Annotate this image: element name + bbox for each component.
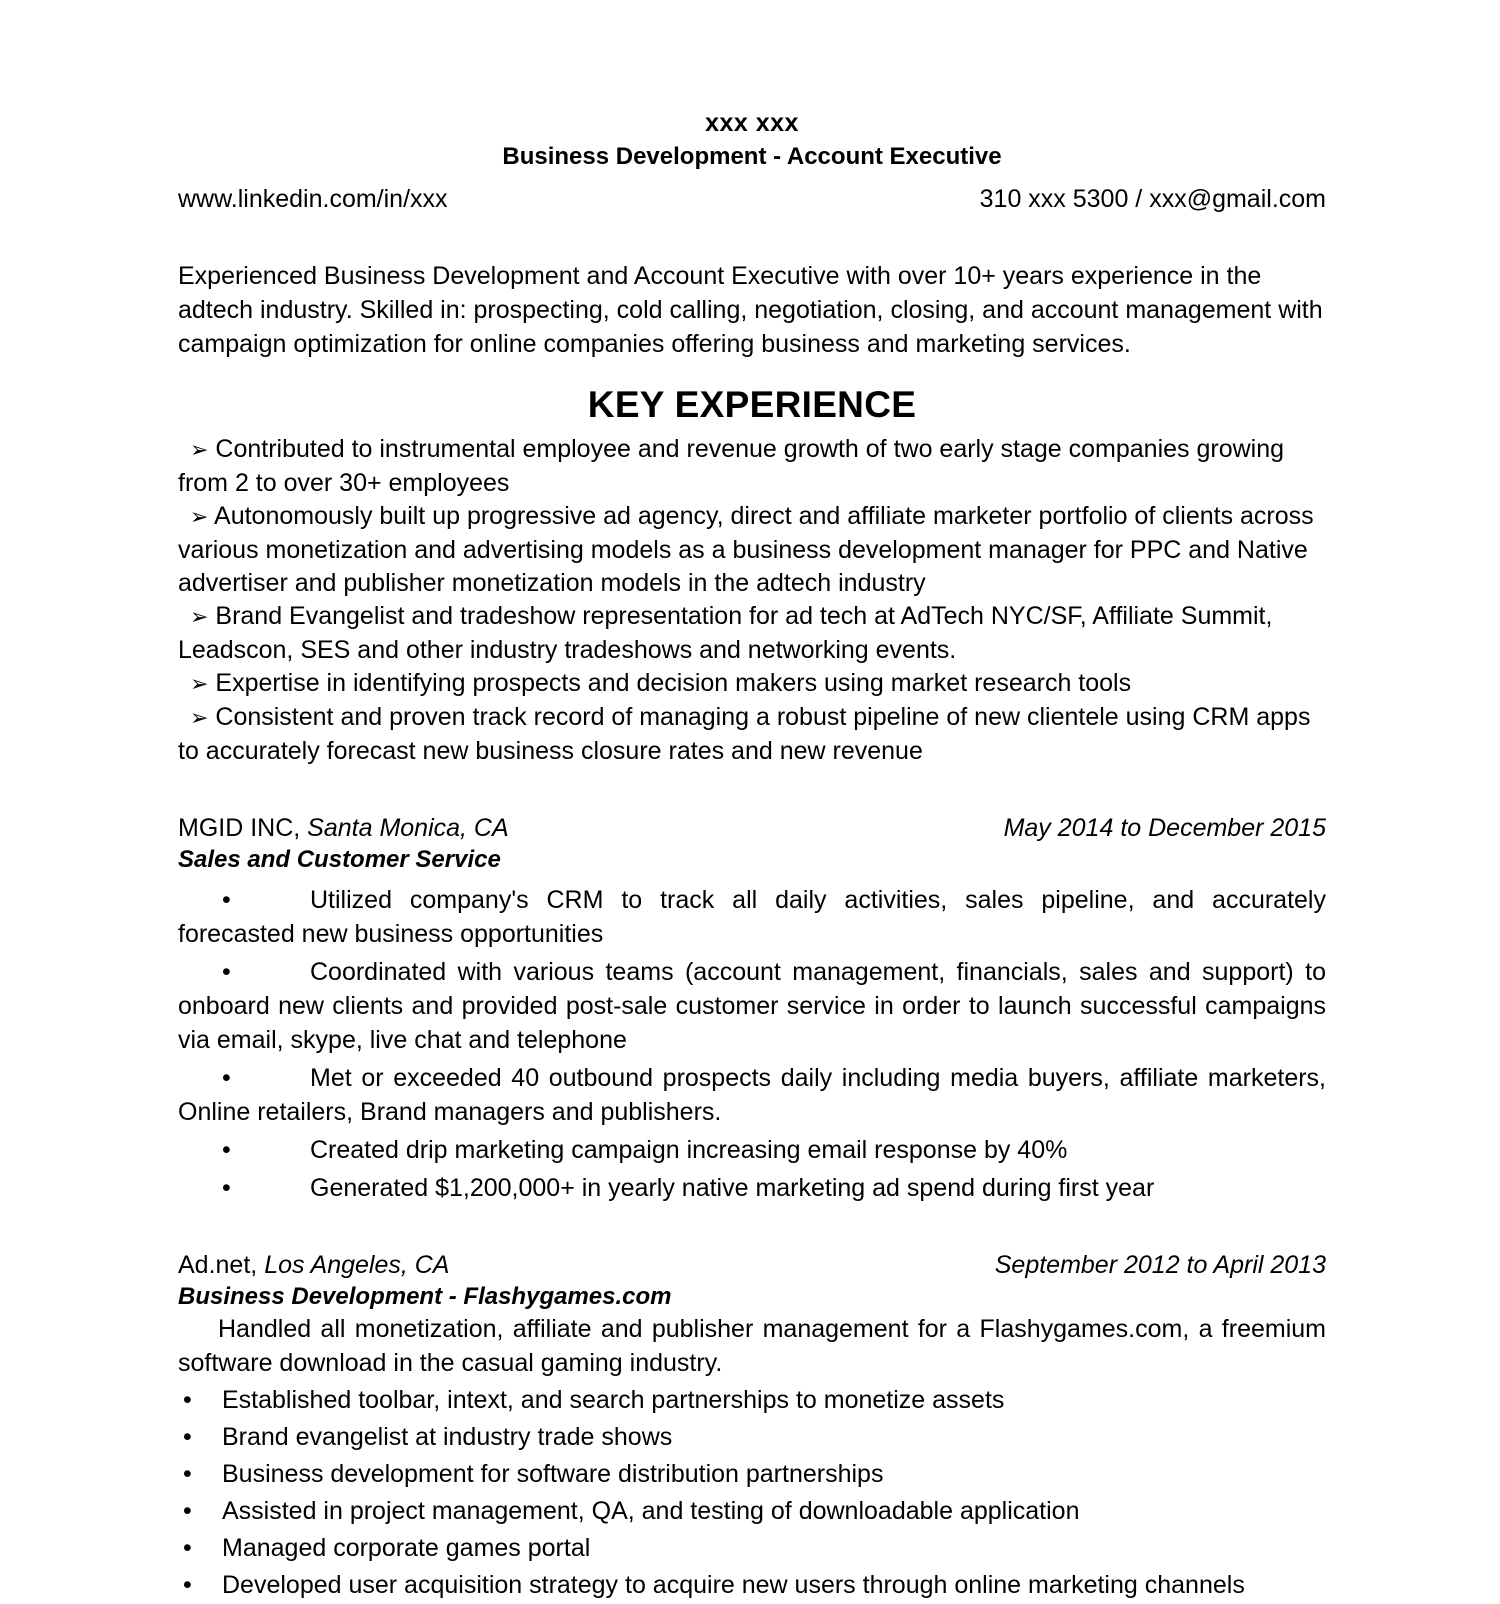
- candidate-subtitle: Business Development - Account Executive: [502, 143, 1002, 170]
- section-heading-key-experience: KEY EXPERIENCE: [587, 384, 917, 425]
- key-experience-item: [178, 701, 1326, 768]
- job-location: Los Angeles, CA: [264, 1251, 450, 1279]
- arrow-bullet-icon: ➢: [190, 706, 209, 731]
- job-company: [178, 1249, 449, 1281]
- job-bullet-list: [178, 1382, 1326, 1604]
- professional-summary: Experienced Business Development and Account Executive with over 10+ years experience in the adtech industry. Skilled in: prospecting, cold calling, negotiation, closing, and account management with campaign optimization for online companies offering business and marketing services.: [178, 262, 1323, 358]
- job-bullet: • Created drip marketing campaign increasing email response by 40%: [178, 1133, 1326, 1167]
- job-bullet: • Coordinated with various teams (account management, financials, sales and support) to onboard new clients and provided post-sale customer service in order to launch successful campaigns via email, skype, live chat and telephone: [178, 955, 1326, 1057]
- job-bullet: • Business development for software distribution partnerships: [178, 1456, 1326, 1493]
- job-bullet-list: [178, 883, 1326, 1205]
- job-bullet: • Brand evangelist at industry trade shows: [178, 1419, 1326, 1456]
- job-entry: [178, 812, 1326, 1205]
- job-location: Santa Monica, CA: [307, 814, 509, 842]
- job-title: Sales and Customer Service: [178, 846, 501, 873]
- job-company: [178, 812, 509, 844]
- job-company-name: Ad.net,: [178, 1251, 258, 1279]
- phone-and-email[interactable]: 310 xxx 5300 / xxx@gmail.com: [979, 185, 1326, 213]
- arrow-bullet-icon: ➢: [190, 438, 209, 463]
- key-experience-text: Consistent and proven track record of managing a robust pipeline of new clientele using CRM apps to accurately forecast new business closure rates and new revenue: [178, 703, 1311, 765]
- job-header-row: [178, 812, 1326, 844]
- key-experience-item: [178, 433, 1326, 500]
- key-experience-text: Brand Evangelist and tradeshow representation for ad tech at AdTech NYC/SF, Affiliate Summit, Leadscon, SES and other industry tradeshows and networking events.: [178, 602, 1273, 664]
- key-experience-item: [178, 500, 1326, 600]
- arrow-bullet-icon: ➢: [190, 672, 209, 697]
- candidate-name: xxx xxx: [705, 109, 799, 137]
- key-experience-text: Contributed to instrumental employee and revenue growth of two early stage companies growing from 2 to over 30+ employees: [178, 435, 1285, 497]
- linkedin-url[interactable]: www.linkedin.com/in/xxx: [178, 185, 448, 213]
- job-bullet: • Established toolbar, intext, and search partnerships to monetize assets: [178, 1382, 1326, 1419]
- job-dates: September 2012 to April 2013: [994, 1251, 1326, 1279]
- key-experience-text: Autonomously built up progressive ad agency, direct and affiliate marketer portfolio of clients across various monetization and advertising models as a business development manager for PPC and Native advertiser and publisher monetization models in the adtech industry: [178, 502, 1314, 597]
- job-bullet: • Met or exceeded 40 outbound prospects daily including media buyers, affiliate marketers, Online retailers, Brand managers and publishers.: [178, 1061, 1326, 1129]
- arrow-bullet-icon: ➢: [190, 605, 209, 630]
- job-header-row: [178, 1249, 1326, 1281]
- job-bullet: • Managed corporate games portal: [178, 1530, 1326, 1567]
- resume-content: [178, 0, 1326, 1604]
- key-experience-item: [178, 600, 1326, 667]
- arrow-bullet-icon: ➢: [190, 505, 209, 530]
- job-entry: [178, 1249, 1326, 1604]
- key-experience-item: [178, 667, 1326, 701]
- job-company-name: MGID INC,: [178, 814, 301, 842]
- job-intro-paragraph: Handled all monetization, affiliate and publisher management for a Flashygames.com, a freemium software download in the casual gaming industry.: [178, 1315, 1326, 1377]
- job-bullet: • Utilized company's CRM to track all daily activities, sales pipeline, and accurately forecasted new business opportunities: [178, 883, 1326, 951]
- job-title: Business Development - Flashygames.com: [178, 1283, 672, 1310]
- job-bullet: • Developed user acquisition strategy to acquire new users through online marketing channels: [178, 1567, 1326, 1604]
- job-bullet: • Generated $1,200,000+ in yearly native marketing ad spend during first year: [178, 1171, 1326, 1205]
- job-dates: May 2014 to December 2015: [1003, 814, 1326, 842]
- key-experience-text: Expertise in identifying prospects and decision makers using market research tools: [215, 669, 1132, 697]
- job-bullet: • Assisted in project management, QA, and testing of downloadable application: [178, 1493, 1326, 1530]
- contact-row: [178, 183, 1326, 215]
- key-experience-list: [178, 433, 1326, 768]
